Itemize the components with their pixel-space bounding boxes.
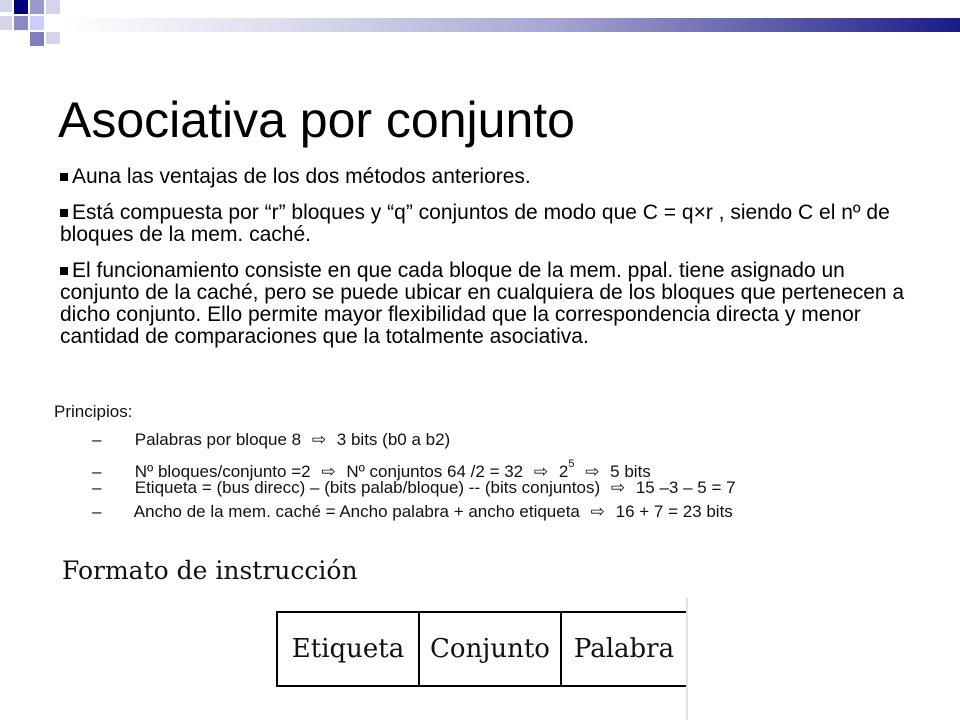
arrow-right-icon: ⇨: [311, 430, 327, 449]
bullet-square-icon: [60, 209, 68, 217]
deco-square-light: [0, 0, 12, 12]
list-item: [92, 500, 736, 524]
bullet-text: Está compuesta por “r” bloques y “q” conjuntos de modo que C = q×r , siendo C el nº de bloques de la mem. caché.: [60, 201, 890, 246]
item-right: 15 –3 – 5 = 7: [635, 478, 736, 497]
field-palabra: Palabra: [573, 634, 675, 664]
deco-square-dark: [14, 0, 28, 14]
deco-square-light: [46, 32, 60, 44]
bullet-list: [60, 166, 920, 362]
item-right: 16 + 7 = 23 bits: [615, 502, 733, 521]
deco-square-light: [0, 16, 12, 30]
formato-heading: Formato de instrucción: [62, 556, 358, 585]
dash-icon: –: [92, 430, 102, 449]
bullet-text: El funcionamiento consiste en que cada bloque de la mem. ppal. tiene asignado un conjunto de la caché, pero se puede ubicar en cualquiera de los bloques que pertenecen a dicho conjunto. Ello permite mayor flexibilidad que la correspondencia directa y menor cantidad de comparaciones que la totalmente asociativa.: [60, 259, 905, 348]
item-left: Etiqueta = (bus direcc) – (bits palab/bloque) -- (bits conjuntos): [134, 478, 601, 497]
arrow-right-icon: ⇨: [585, 462, 600, 481]
list-item: [60, 202, 920, 246]
item-right: 5 bits: [610, 462, 651, 481]
list-item: [60, 260, 920, 348]
arrow-right-icon: ⇨: [590, 502, 605, 521]
power-exponent: 5: [568, 458, 575, 470]
deco-square-light: [30, 16, 44, 30]
dash-icon: –: [92, 478, 102, 497]
list-item: [92, 476, 736, 500]
bullet-text: Auna las ventajas de los dos métodos anteriores.: [72, 165, 531, 188]
arrow-right-icon: ⇨: [610, 478, 626, 497]
top-bar-decoration: [62, 18, 960, 32]
dash-icon: –: [92, 462, 102, 481]
arrow-right-icon: ⇨: [321, 462, 336, 481]
list-item: [92, 428, 736, 452]
deco-square-mid: [30, 32, 44, 46]
deco-square-mid: [30, 0, 44, 14]
divider: [686, 598, 688, 720]
bullet-square-icon: [60, 267, 68, 275]
item-right: 3 bits (b0 a b2): [336, 430, 451, 449]
principios-heading: Principios:: [54, 402, 133, 421]
field-etiqueta: Etiqueta: [278, 613, 420, 685]
item-left: Ancho de la mem. caché = Ancho palabra + ancho etiqueta: [133, 502, 580, 521]
dash-icon: –: [92, 502, 102, 521]
deco-square-mid: [14, 16, 28, 30]
item-left: Nº bloques/conjunto =2: [134, 462, 311, 481]
list-item: [60, 166, 920, 188]
list-item: [92, 452, 736, 481]
principios-list: [92, 428, 736, 524]
item-left: Palabras por bloque 8: [134, 430, 302, 449]
item-middle: Nº conjuntos 64 /2 = 32: [346, 462, 524, 481]
page-title: Asociativa por conjunto: [58, 92, 575, 148]
deco-square-light: [46, 0, 60, 14]
instruction-format-diagram: [276, 611, 688, 687]
field-conjunto: Conjunto: [420, 613, 562, 685]
bullet-square-icon: [60, 173, 68, 181]
power-base: 2: [558, 462, 569, 481]
arrow-right-icon: ⇨: [533, 462, 549, 481]
